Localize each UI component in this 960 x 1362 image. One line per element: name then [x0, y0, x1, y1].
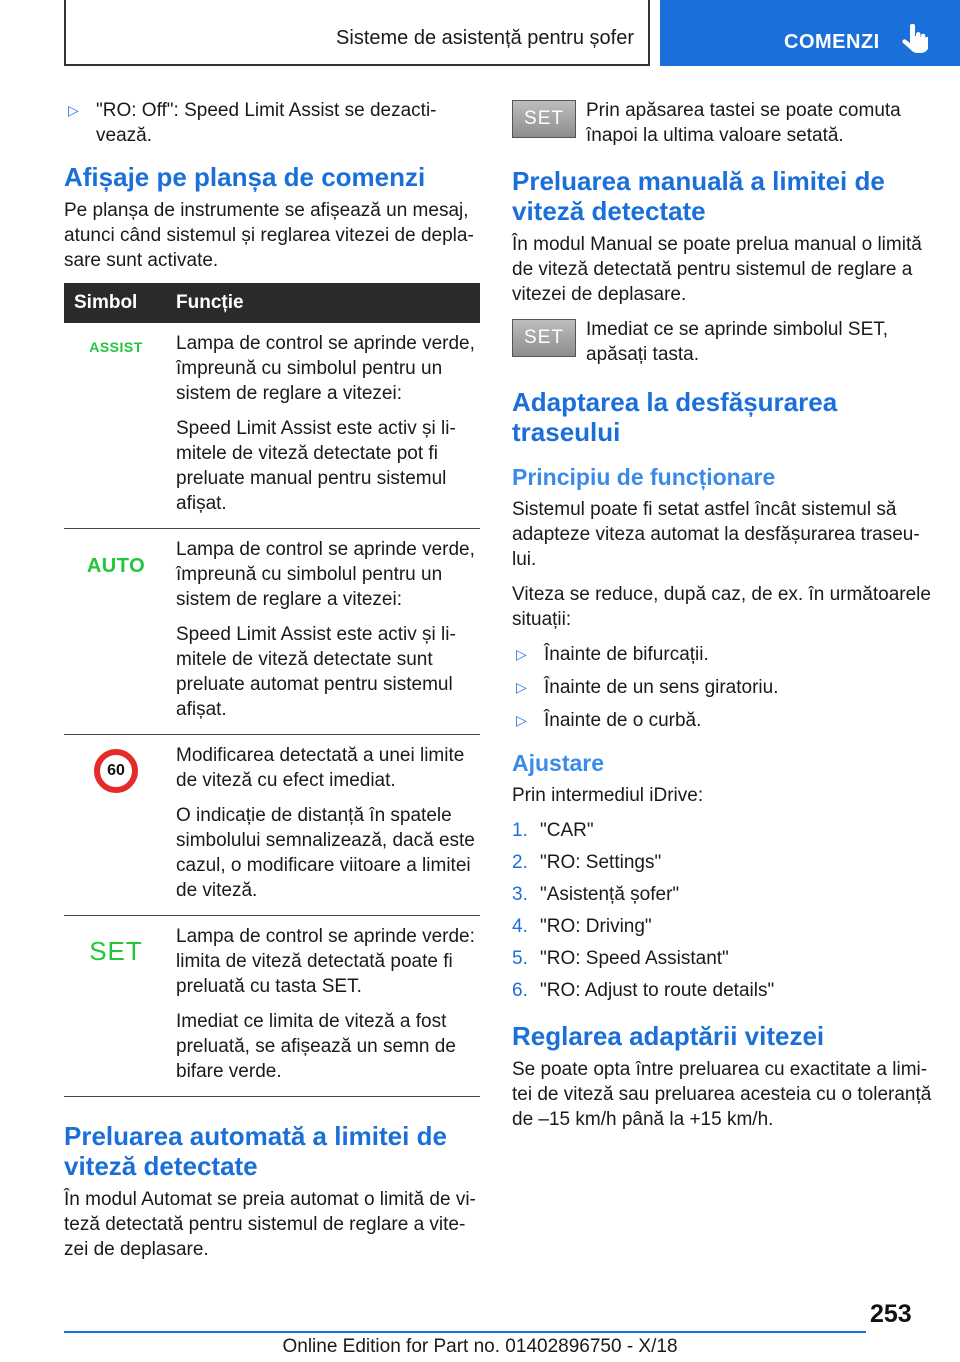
bullet-item: ▷ Înainte de bifurcații.	[512, 642, 932, 667]
heading-auto: Preluarea automată a limitei de viteză detectate	[64, 1121, 447, 1181]
right-column	[512, 98, 932, 1142]
paragraph: Prin intermediul iDrive:	[512, 785, 704, 806]
table-row: AUTO Lampa de control se aprinde verde, împreună cu simbolul pentru un sistem de reglare a vitezei: Speed Limit Assist este activ și li-mitele de viteză detectate sunt preluate automat pentru sistemul afișat.	[64, 529, 480, 735]
steps-list	[512, 818, 932, 1003]
table-row: SET Lampa de control se aprinde verde: limita de viteză detectată poate fi preluată cu tasta SET. Imediat ce limita de viteză a fost preluată, se afișează un semn de bifare verde.	[64, 916, 480, 1097]
page-number: 253	[870, 1300, 912, 1328]
bullet-item: ▷ "RO: Off": Speed Limit Assist se dezacti-vează.	[64, 98, 480, 148]
auto-symbol-icon: AUTO	[86, 555, 146, 577]
list-item: 5. "RO: Speed Assistant"	[512, 948, 729, 969]
footer-divider	[64, 1331, 866, 1333]
paragraph: Se poate opta între preluarea cu exactitate a limi-tei de viteză sau preluarea acesteia cu o toleranță de –15 km/h până la +15 km/h.	[512, 1059, 932, 1130]
column-header-symbol: Simbol	[64, 283, 168, 323]
chapter-tab[interactable]	[660, 0, 960, 66]
paragraph: Viteza se reduce, după caz, de ex. în următoarele situații:	[512, 584, 931, 630]
bullet-triangle-icon: ▷	[516, 712, 527, 728]
set-button-icon: SET	[512, 319, 576, 357]
set-button-icon: SET	[512, 100, 576, 138]
list-item: 2. "RO: Settings"	[512, 852, 662, 873]
symbol-table	[64, 283, 480, 1097]
column-header-function: Funcție	[168, 283, 480, 323]
heading-display: Afișaje pe planșa de comenzi	[64, 162, 426, 192]
bullet-triangle-icon: ▷	[516, 646, 527, 662]
chapter-tab-label: COMENZI	[784, 31, 880, 53]
list-item: 6. "RO: Adjust to route details"	[512, 980, 775, 1001]
set-note: SET Imediat ce se aprinde simbolul SET, apăsați tasta.	[512, 317, 932, 367]
table-row: 60 Modificarea detectată a unei limite de viteză cu efect imediat. O indicație de distanță în spatele simbolului semnalizează, dacă este cazul, o modificare viitoare a limitei de viteză.	[64, 735, 480, 916]
heading-adapt: Adaptarea la desfășurarea traseului	[512, 387, 838, 447]
assist-symbol-icon: ASSIST	[89, 339, 143, 355]
list-item: 4. "RO: Driving"	[512, 916, 652, 937]
section-title: Sisteme de asistență pentru șofer	[336, 27, 634, 49]
footer-edition: Online Edition for Part no. 01402896750 - X/18	[282, 1336, 678, 1357]
bullet-item: ▷ Înainte de un sens giratoriu.	[512, 675, 932, 700]
paragraph: Pe planșa de instrumente se afișează un mesaj, atunci când sistemul și reglarea vitezei de depla-sare sunt activate.	[64, 200, 474, 271]
set-note: SET Prin apăsarea tastei se poate comuta înapoi la ultima valoare setată.	[512, 98, 932, 148]
left-column	[64, 98, 480, 1272]
speed-limit-sign-icon: 60	[94, 749, 138, 793]
paragraph: Sistemul poate fi setat astfel încât sistemul să adapteze viteza automat la desfășurarea traseu-lui.	[512, 499, 920, 570]
paragraph: În modul Automat se preia automat o limită de vi-teză detectată pentru sistemul de reglare a vite-zei de deplasare.	[64, 1189, 476, 1260]
heading-manual: Preluarea manuală a limitei de viteză detectate	[512, 166, 885, 226]
hand-pointer-icon	[902, 24, 928, 54]
section-header	[64, 0, 650, 66]
table-row: ASSIST Lampa de control se aprinde verde, împreună cu simbolul pentru un sistem de reglare a vitezei: Speed Limit Assist este activ și li-mitele de viteză detectate pot fi preluate manual pentru sistemul afișat.	[64, 323, 480, 529]
bullet-item: ▷ Înainte de o curbă.	[512, 708, 932, 733]
list-item: 1. "CAR"	[512, 820, 594, 841]
list-item: 3. "Asistență șofer"	[512, 884, 680, 905]
bullet-triangle-icon: ▷	[68, 102, 79, 118]
heading-reglare: Reglarea adaptării vitezei	[512, 1021, 825, 1051]
set-symbol-icon: SET	[89, 936, 143, 966]
heading-principle: Principiu de funcționare	[512, 464, 776, 490]
heading-ajustare: Ajustare	[512, 750, 605, 776]
bullet-triangle-icon: ▷	[516, 679, 527, 695]
paragraph: În modul Manual se poate prelua manual o limită de viteză detectată pentru sistemul de reglare a vitezei de deplasare.	[512, 234, 922, 305]
